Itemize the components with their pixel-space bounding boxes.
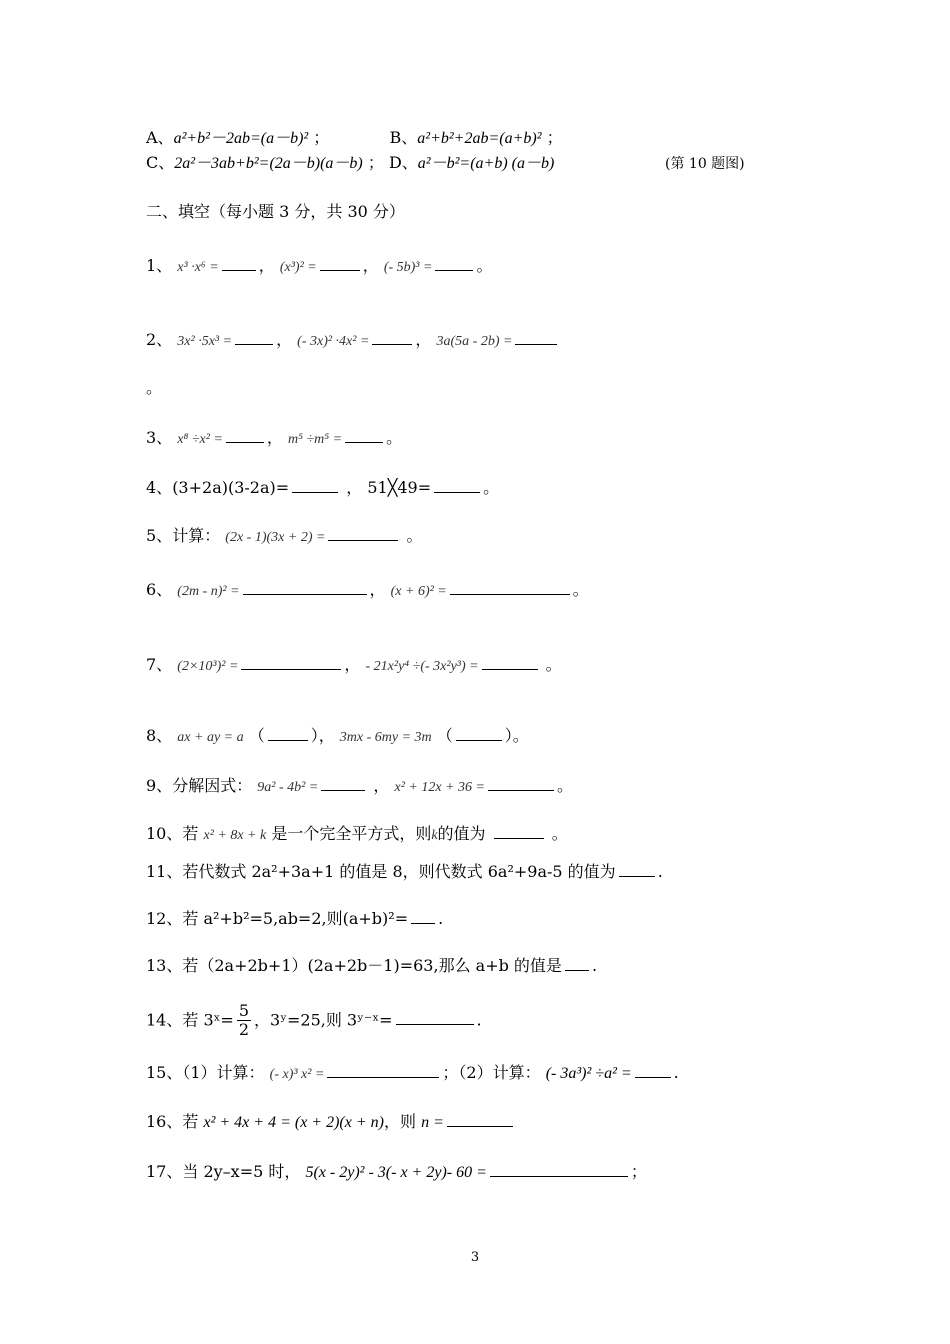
question-11: 11、若代数式 2a²+3a+1 的值是 8，则代数式 6a²+9a-5 的值为 . — [146, 862, 663, 881]
answer-blank[interactable] — [268, 739, 308, 741]
option-b-label: B、 — [389, 128, 418, 147]
question-10: 10、若 x² + 8x + k 是一个完全平方式，则k的值为 。 — [146, 824, 568, 843]
option-c-label: C、 — [146, 153, 175, 172]
expr-1: x² + 4x + 4 = (x + 2)(x + n) — [203, 1114, 384, 1131]
option-c-expr: 2a²－3ab+b²=(2a－b)(a－b) — [174, 155, 363, 172]
question-6: 6、 (2m - n)² = ， (x + 6)² = 。 — [146, 580, 589, 599]
question-16 — [146, 1112, 516, 1132]
answer-blank[interactable] — [292, 491, 338, 493]
question-number: 14、 — [146, 1010, 183, 1030]
answer-blank[interactable] — [447, 1125, 513, 1127]
answer-blank[interactable] — [345, 441, 383, 443]
question-number: 1、 — [146, 256, 173, 275]
option-row-ab: A、a²+b²－2ab=(a－b)² ； B、a²+b²+2ab=(a+b)² ； — [146, 128, 563, 147]
question-number: 17、 — [146, 1162, 183, 1181]
question-number: 9、 — [146, 776, 173, 795]
q10-var: k — [431, 828, 438, 843]
expr-1: (2m - n)² = — [177, 584, 240, 599]
q16-mid: ，则 — [383, 1112, 416, 1131]
expr-1: x⁸ ÷x² = — [177, 432, 223, 447]
question-text: 若 a²+b²=5,ab=2,则(a+b)²= — [182, 909, 409, 928]
answer-blank[interactable] — [372, 343, 412, 345]
question-2: 2、 3x² ·5x³ = ， (- 3x)² ·4x² = ， 3a(5a - 2b) = — [146, 330, 560, 351]
expr-2: (x + 6)² = — [390, 584, 447, 599]
expr-1: ax + ay = a — [177, 730, 244, 745]
option-row-cd: C、2a²－3ab+b²=(2a－b)(a－b) ； D、a²－b²=(a+b) (a－b) — [146, 153, 555, 172]
expr-3: (- 5b)³ = — [383, 260, 433, 275]
answer-blank[interactable] — [222, 269, 256, 271]
q16-pre: 若 — [182, 1112, 199, 1131]
answer-blank[interactable] — [515, 343, 557, 345]
q10-mid: 是一个完全平方式，则 — [271, 824, 432, 843]
option-a-label: A、 — [146, 128, 174, 147]
answer-blank[interactable] — [434, 491, 480, 493]
answer-blank[interactable] — [320, 269, 360, 271]
option-d-expr: a²－b²=(a+b) (a－b) — [417, 155, 555, 172]
q14-pre: 若 3ˣ= — [182, 1010, 234, 1030]
q17-pre: 当 2y–x=5 时， — [182, 1162, 301, 1181]
answer-blank[interactable] — [494, 837, 544, 839]
question-7: 7、 (2×10³)² = ， - 21x²y⁴ ÷(- 3x²y³) = 。 — [146, 655, 562, 674]
answer-blank[interactable] — [327, 1076, 439, 1078]
answer-blank[interactable] — [456, 739, 502, 741]
expr-2: - 21x²y⁴ ÷(- 3x²y³) = — [365, 659, 479, 674]
question-12: 12、若 a²+b²=5,ab=2,则(a+b)²= . — [146, 909, 444, 928]
question-8: 8、 ax + ay = a （ ）， 3mx - 6my = 3m （ ）。 — [146, 726, 529, 745]
expr-3: 3a(5a - 2b) = — [436, 334, 513, 349]
expr-2: m⁵ ÷m⁵ = — [288, 432, 343, 447]
expr-1: x³ ·x⁶ = — [177, 260, 219, 275]
question-number: 2、 — [146, 330, 173, 349]
option-d-label: D、 — [388, 153, 418, 172]
question-number: 11、 — [146, 862, 183, 881]
expr-2: (x³)² = — [279, 260, 317, 275]
q14-post: ，3ʸ=25,则 3ʸ⁻ˣ= — [254, 1010, 393, 1030]
question-number: 5、 — [146, 526, 173, 545]
question-label: 计算： — [172, 526, 221, 545]
answer-blank[interactable] — [411, 922, 435, 924]
expr-1: x² + 8x + k — [203, 828, 267, 843]
option-a-expr: a²+b²－2ab=(a－b)² — [173, 130, 309, 147]
expr-2: x² + 12x + 36 = — [394, 780, 485, 795]
question-13: 13、若（2a+2b+1）(2a+2b－1)=63,那么 a+b 的值是 . — [146, 956, 598, 975]
expr-1: 9a² - 4b² = — [257, 780, 319, 795]
question-number: 8、 — [146, 726, 173, 745]
question-text: 若（2a+2b+1）(2a+2b－1)=63,那么 a+b 的值是 — [182, 956, 562, 975]
question-5: 5、计算： (2x - 1)(3x + 2) = 。 — [146, 526, 423, 545]
expr-1: (3+2a)(3-2a)= — [172, 478, 290, 497]
expr-2: 51╳49= — [367, 478, 432, 497]
expr-2: (- 3a³)² ÷a² = — [545, 1065, 632, 1082]
page-number: 3 — [470, 1250, 480, 1265]
question-2-end: 。 — [146, 378, 163, 397]
expr-1: 3x² ·5x³ = — [177, 334, 233, 349]
fraction-denominator: 2 — [238, 1020, 250, 1040]
answer-blank[interactable] — [396, 1023, 474, 1025]
q10-pre: 若 — [182, 824, 199, 843]
question-number: 16、 — [146, 1112, 183, 1131]
question-17: 17、当 2y–x=5 时， 5(x - 2y)² - 3(- x + 2y)- 60 = ； — [146, 1162, 647, 1181]
q15-label-2: ；（2）计算： — [442, 1063, 541, 1082]
question-3: 3、 x⁸ ÷x² = ， m⁵ ÷m⁵ = 。 — [146, 428, 403, 447]
question-number: 7、 — [146, 655, 173, 674]
question-number: 12、 — [146, 909, 183, 928]
answer-blank[interactable] — [619, 875, 655, 877]
question-text: 若代数式 2a²+3a+1 的值是 8，则代数式 6a²+9a-5 的值为 — [182, 862, 616, 881]
question-14: 14、若 3ˣ= $\frac{5}{2}$ ，3ʸ=25,则 3ʸ⁻ˣ= . — [146, 1001, 482, 1040]
answer-blank[interactable] — [450, 593, 570, 595]
q15-label-1: （1）计算： — [182, 1063, 265, 1082]
answer-blank[interactable] — [243, 593, 367, 595]
question-number: 6、 — [146, 580, 173, 599]
answer-blank[interactable] — [235, 343, 273, 345]
answer-blank[interactable] — [241, 668, 341, 670]
question-1: 1、 x³ ·x⁶ = ， (x³)² = ， (- 5b)³ = 。 — [146, 256, 493, 275]
q16-var: n = — [421, 1114, 444, 1131]
option-b-expr: a²+b²+2ab=(a+b)² — [417, 130, 542, 147]
question-15: 15、（1）计算： (- x)³ x² = ；（2）计算： (- 3a³)² ÷a² = . — [146, 1063, 679, 1082]
question-number: 15、 — [146, 1063, 183, 1082]
question-number: 3、 — [146, 428, 173, 447]
fraction — [237, 1002, 251, 1040]
question-9: 9、分解因式： 9a² - 4b² = ， x² + 12x + 36 = 。 — [146, 776, 573, 795]
answer-blank[interactable] — [321, 789, 365, 791]
expr-2: 3mx - 6my = 3m — [339, 730, 432, 745]
answer-blank[interactable] — [435, 269, 473, 271]
q10-post: 的值为 — [437, 824, 486, 843]
question-label: 分解因式： — [172, 776, 253, 795]
answer-blank[interactable] — [226, 441, 264, 443]
question-number: 10、 — [146, 824, 183, 843]
answer-blank[interactable] — [488, 789, 554, 791]
expr-1: (2×10³)² = — [177, 659, 239, 674]
answer-blank[interactable] — [565, 969, 589, 971]
section-title: 二、填空（每小题 3 分，共 30 分） — [146, 202, 405, 221]
question-number: 4、 — [146, 478, 173, 497]
fraction-numerator: 5 — [238, 1001, 250, 1020]
question-4: 4、(3+2a)(3-2a)= ， 51╳49= 。 — [146, 478, 500, 497]
answer-blank[interactable] — [490, 1175, 628, 1177]
answer-blank[interactable] — [635, 1076, 671, 1078]
expr-1: (- x)³ x² = — [269, 1067, 325, 1082]
expr-1: (2x - 1)(3x + 2) = — [225, 530, 326, 545]
expr-1: 5(x - 2y)² - 3(- x + 2y)- 60 = — [305, 1164, 487, 1181]
question-number: 13、 — [146, 956, 183, 975]
answer-blank[interactable] — [328, 539, 398, 541]
figure-caption: (第 10 题图) — [665, 156, 745, 172]
answer-blank[interactable] — [482, 668, 538, 670]
expr-2: (- 3x)² ·4x² = — [297, 334, 370, 349]
